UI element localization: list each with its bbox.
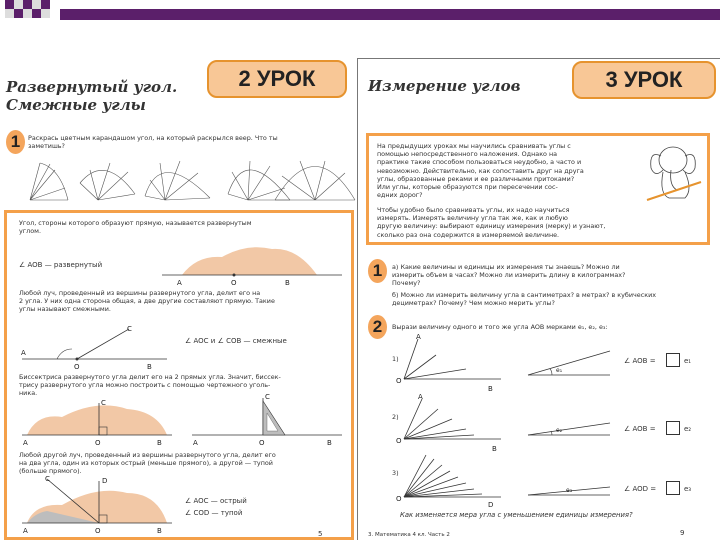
obtuse-label: ∠ COD — тупой xyxy=(185,509,243,517)
task1-b-text: б) Можно ли измерить величину угла в сантиметрах? в метрах? в кубических дециметрах? Почему? Чем можно мерить углы? xyxy=(392,291,657,308)
point-c3: C xyxy=(101,399,106,407)
point-a3: A xyxy=(23,439,28,447)
measure3-label: ∠ AOD = xyxy=(624,485,657,493)
task2-number: 2 xyxy=(368,315,387,339)
answer-box-2[interactable] xyxy=(666,421,680,435)
row3-label: 3) xyxy=(392,469,399,477)
row3-point-o: O xyxy=(396,495,402,503)
aob-label: ∠ AOB — развернутый xyxy=(19,261,103,269)
unit-e3-label: e₃ xyxy=(566,487,573,494)
row1-label: 1) xyxy=(392,355,399,363)
decorative-header xyxy=(0,0,720,22)
left-page xyxy=(0,58,356,540)
unit-angle-e1 xyxy=(526,349,616,379)
other-ray-text: Любой другой луч, проведенный из вершины развернутого угла, делит его на два угла, один из которых острый (меньше прямого), а другой — тупой (больше прямого). xyxy=(19,451,276,476)
adjacent-text: Любой луч, проведенный из вершины развернутого угла, делит его на 2 угла. У них одна сторона общая, а две другие составляют прямую. Такие углы называют смежными. xyxy=(19,289,275,314)
theory-box xyxy=(4,210,354,540)
row2-point-o: O xyxy=(396,437,402,445)
right-page-number: 9 xyxy=(680,529,685,537)
straight-angle-diagram xyxy=(157,237,347,287)
fans-illustration xyxy=(20,158,350,208)
unit-e2-label: e₂ xyxy=(556,427,563,434)
point-b3: B xyxy=(157,439,162,447)
left-page-number: 5 xyxy=(318,530,323,538)
angle-row2 xyxy=(396,391,516,451)
point-b5: B xyxy=(157,527,162,535)
row2-label: 2) xyxy=(392,413,399,421)
point-o3: O xyxy=(95,439,101,447)
point-a: A xyxy=(177,279,182,287)
unit-angle-e3 xyxy=(526,469,616,499)
measure3-unit: e₃ xyxy=(684,485,692,493)
unit-e1-label: e₁ xyxy=(556,367,563,374)
intro-box xyxy=(366,133,710,245)
bisector-diagram xyxy=(17,399,177,449)
adjacent-angles-diagram xyxy=(17,321,177,371)
point-a5: A xyxy=(23,527,28,535)
row1-point-b: B xyxy=(488,385,493,393)
point-o: O xyxy=(231,279,237,287)
task2-text: Вырази величину одного и того же угла AOB мерками e₁, e₂, e₃: xyxy=(392,323,608,331)
measure2-unit: e₂ xyxy=(684,425,692,433)
row2-point-b: B xyxy=(492,445,497,453)
header-bar xyxy=(60,9,720,20)
point-d5: D xyxy=(102,477,108,485)
right-page xyxy=(357,58,720,540)
point-c4: C xyxy=(265,393,270,401)
measure2-label: ∠ AOB = xyxy=(624,425,656,433)
intro-text: На предыдущих уроках мы научились сравнивать углы с помощью непосредственного наложения. Однако на практике такие способом пользоваться неудобно, а часто и невозможно. Действительно, как сопоставить друг на друга углы, образованные реками и ее различными притоками? Или углы, которые образуются при пересечении сос- едних дорог? xyxy=(377,142,584,200)
point-a4: A xyxy=(193,439,198,447)
bisector-text: Биссектриса развернутого угла делит его на 2 прямых угла. Значит, биссек- трису развернутого угла можно построить с помощью чертежного уголь- ника. xyxy=(19,373,281,398)
point-b4: B xyxy=(327,439,332,447)
angle-row1 xyxy=(396,335,516,395)
point-b2: B xyxy=(147,363,152,371)
point-o4: O xyxy=(259,439,265,447)
right-title: Измерение углов xyxy=(368,77,521,95)
point-b: B xyxy=(285,279,290,287)
task-number: 1 xyxy=(6,130,25,154)
set-square-diagram xyxy=(187,393,347,449)
adjacent-label: ∠ AOC и ∠ COB — смежные xyxy=(185,337,287,345)
point-o2: O xyxy=(74,363,80,371)
intro2-text: Чтобы удобно было сравнивать углы, их надо научиться измерять. Измерять величину угла так же, как и любую другую величину: выбирают единицу измерения (мерку) и узнают, сколько раз она содержится в измеряемой величине. xyxy=(377,206,606,239)
angle-row3 xyxy=(396,447,516,507)
task1-a-text: а) Какие величины и единицы их измерения ты знаешь? Можно ли измерить объем в часах? Можно ли измерить длину в килограммах? Почему? xyxy=(392,263,626,288)
lesson-badge-3: 3 УРОК xyxy=(572,61,716,99)
point-a2: A xyxy=(21,349,26,357)
left-title: Развернутый угол. Смежные углы xyxy=(6,78,178,114)
footer-left: 3. Математика 4 кл. Часть 2 xyxy=(368,532,450,538)
measure1-label: ∠ AOB = xyxy=(624,357,656,365)
task1-number: 1 xyxy=(368,259,387,283)
point-c5: C xyxy=(45,475,50,483)
footer-question: Как изменяется мера угла с уменьшением единицы измерения? xyxy=(400,511,633,519)
acute-label: ∠ AOC — острый xyxy=(185,497,247,505)
task1-text: Раскрась цветным карандашом угол, на который раскрылся веер. Что ты заметишь? xyxy=(28,134,278,151)
point-o5: O xyxy=(95,527,101,535)
row2-point-a: A xyxy=(418,393,423,401)
definition-text: Угол, стороны которого образуют прямую, называется развернутым углом. xyxy=(19,219,252,236)
measure1-unit: e₁ xyxy=(684,357,692,365)
answer-box-1[interactable] xyxy=(666,353,680,367)
row1-point-a: A xyxy=(416,333,421,341)
row1-point-o: O xyxy=(396,377,402,385)
answer-box-3[interactable] xyxy=(666,481,680,495)
elephant-illustration xyxy=(641,138,707,204)
acute-obtuse-diagram xyxy=(17,475,177,537)
unit-angle-e2 xyxy=(526,409,616,439)
row3-point-d: D xyxy=(488,501,494,509)
point-c2: C xyxy=(127,325,132,333)
lesson-badge: 2 УРОК xyxy=(207,60,347,98)
